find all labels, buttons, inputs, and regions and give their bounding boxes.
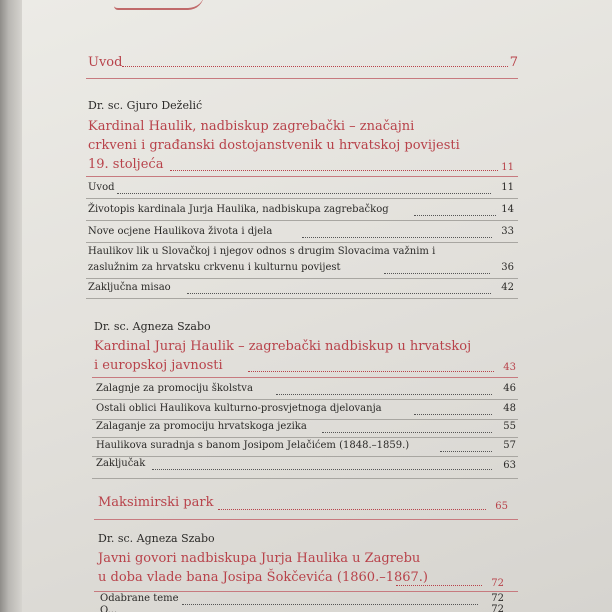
divider xyxy=(94,591,518,592)
toc-leader xyxy=(276,394,492,395)
toc-leader xyxy=(152,469,492,470)
toc-leader xyxy=(117,193,491,194)
section2-author: Dr. sc. Agneza Szabo xyxy=(94,320,211,333)
divider xyxy=(94,519,518,520)
section3-title-line: u doba vlade bana Josipa Šokčevića (1860.–1867.) xyxy=(98,570,428,585)
toc-leader xyxy=(248,371,494,372)
toc-entry: Zalaganje za promociju hrvatskoga jezika xyxy=(96,421,307,432)
book-spine-edge xyxy=(0,0,22,612)
divider xyxy=(86,78,518,79)
section1-title-line: Kardinal Haulik, nadbiskup zagrebački – značajni xyxy=(88,119,415,134)
toc-maksimirski-page: 65 xyxy=(495,501,508,512)
toc-uvod-title: Uvod xyxy=(88,55,123,70)
divider xyxy=(86,220,518,221)
toc-uvod-page: 7 xyxy=(509,55,518,70)
section2-title-line: i europskoj javnosti xyxy=(94,358,223,373)
divider xyxy=(86,298,518,299)
divider xyxy=(92,478,518,479)
toc-entry: Zaključna misao xyxy=(88,282,171,293)
toc-entry: Uvod xyxy=(88,182,115,193)
toc-entry: Haulikov lik u Slovačkoj i njegov odnos s drugim Slovacima važnim i xyxy=(88,246,436,257)
toc-entry-page: 33 xyxy=(501,226,514,237)
section3-author: Dr. sc. Agneza Szabo xyxy=(98,532,215,545)
toc-entry-page: 42 xyxy=(501,282,514,293)
toc-entry-page: 48 xyxy=(503,403,516,414)
toc-leader xyxy=(170,170,498,171)
toc-entry-page: 36 xyxy=(501,262,514,273)
toc-entry: Haulikova suradnja s banom Josipom Jelačićem (1848.–1859.) xyxy=(96,440,410,451)
toc-entry: Zalagnje za promociju školstva xyxy=(96,383,253,394)
section1-page: 11 xyxy=(501,162,514,173)
toc-entry-page: 11 xyxy=(501,182,514,193)
section1-title-line: crkveni i građanski dostojanstvenik u hrvatskoj povijesti xyxy=(88,138,460,153)
divider xyxy=(86,176,518,177)
divider xyxy=(92,399,518,400)
divider xyxy=(92,456,518,457)
table-of-contents-page xyxy=(22,0,612,612)
divider xyxy=(92,377,518,378)
toc-entry-page: 55 xyxy=(503,421,516,432)
toc-maksimirski-title: Maksimirski park xyxy=(98,495,214,510)
toc-entry: O... xyxy=(100,605,118,612)
toc-entry-page: 57 xyxy=(503,440,516,451)
toc-leader xyxy=(182,604,478,605)
toc-entry: Odabrane teme xyxy=(100,593,179,604)
toc-leader xyxy=(414,414,492,415)
section1-title-line: 19. stoljeća xyxy=(88,157,164,172)
toc-entry-page: 46 xyxy=(503,383,516,394)
toc-entry-page: 14 xyxy=(501,204,514,215)
divider xyxy=(86,242,518,243)
toc-leader xyxy=(187,293,491,294)
section2-page: 43 xyxy=(503,362,516,373)
toc-leader xyxy=(122,66,508,67)
section1-author: Dr. sc. Gjuro Deželić xyxy=(88,99,203,112)
toc-leader xyxy=(218,509,486,510)
divider xyxy=(92,437,518,438)
divider xyxy=(86,278,518,279)
toc-entry-page: 72 xyxy=(491,604,504,612)
toc-leader xyxy=(384,273,490,274)
toc-entry-page: 72 xyxy=(491,593,504,604)
toc-entry-page: 63 xyxy=(503,460,516,471)
section3-title-line: Javni govori nadbiskupa Jurja Haulika u Zagrebu xyxy=(98,551,421,566)
toc-leader xyxy=(440,451,492,452)
toc-entry: zaslužnim za hrvatsku crkvenu i kulturnu povijest xyxy=(88,262,341,273)
toc-entry: Nove ocjene Haulikova života i djela xyxy=(88,226,273,237)
divider xyxy=(86,198,518,199)
toc-leader xyxy=(414,215,496,216)
section3-page: 72 xyxy=(491,578,504,589)
toc-entry: Ostali oblici Haulikova kulturno-prosvjetnoga djelovanja xyxy=(96,403,382,414)
divider xyxy=(92,419,518,420)
toc-entry: Životopis kardinala Jurja Haulika, nadbiskupa zagrebačkog xyxy=(88,204,389,215)
section2-title-line: Kardinal Juraj Haulik – zagrebački nadbiskup u hrvatskoj xyxy=(94,339,472,354)
toc-leader xyxy=(396,585,482,586)
header-decoration xyxy=(114,0,204,10)
toc-entry: Zaključak xyxy=(96,458,146,469)
toc-leader xyxy=(302,237,492,238)
toc-leader xyxy=(322,432,492,433)
